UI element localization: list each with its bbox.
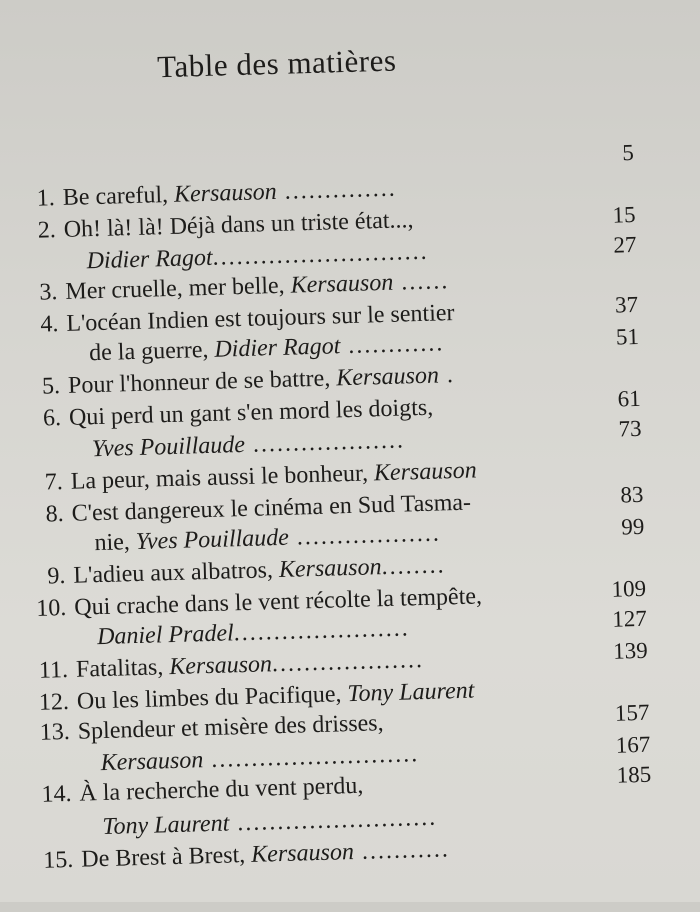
- leader-dots: ......: [392, 268, 450, 296]
- chapter-title: Ou les limbes du Pacifique,: [76, 681, 348, 715]
- chapter-author: Daniel Pradel: [96, 620, 235, 651]
- chapter-title: Oh! là! là! Déjà dans un triste état...,: [63, 207, 414, 243]
- leader-dots: ..............: [276, 175, 398, 205]
- chapter-author: Tony Laurent: [347, 677, 475, 708]
- leader-dots: .........................: [228, 804, 438, 837]
- leader-dots: ........: [381, 552, 446, 581]
- chapter-author: Kersauson: [168, 651, 273, 681]
- page-number: 51: [615, 323, 640, 350]
- chapter-number: 6.: [42, 405, 62, 432]
- chapter-author: Kersauson: [290, 269, 394, 299]
- chapter-title: Be careful,: [62, 181, 175, 211]
- chapter-author: Tony Laurent: [102, 810, 230, 841]
- page-number: 27: [613, 231, 637, 258]
- chapter-number: 1.: [36, 185, 56, 212]
- chapter-author: Kersauson: [100, 747, 204, 777]
- chapter-number: 4.: [40, 311, 59, 338]
- leader-dots: ......................: [233, 615, 411, 647]
- chapter-author: Kersauson: [173, 178, 278, 208]
- leader-dots: .: [438, 362, 456, 389]
- page-number: 127: [611, 605, 648, 632]
- chapter-author: Kersauson: [250, 839, 355, 868]
- page-number: 37: [614, 291, 639, 318]
- page-title: Table des matières: [156, 42, 397, 85]
- chapter-title: De Brest à Brest,: [80, 841, 252, 873]
- page-number: 139: [612, 637, 649, 664]
- leader-dots: ...................: [271, 647, 425, 678]
- chapter-number: 11.: [38, 656, 69, 684]
- chapter-number: 2.: [37, 217, 57, 244]
- chapter-author: Kersauson: [278, 554, 382, 584]
- chapter-title: nie,: [94, 529, 137, 557]
- chapter-number: 15.: [42, 846, 74, 874]
- toc-entry: [79, 770, 364, 810]
- chapter-title: La peur, mais aussi le bonheur,: [70, 460, 375, 495]
- chapter-number: 13.: [39, 718, 71, 746]
- chapter-title: de la guerre,: [88, 336, 215, 367]
- chapter-number: 8.: [45, 501, 65, 528]
- chapter-author: Yves Pouillaude: [91, 431, 246, 463]
- page-number: 185: [616, 761, 652, 788]
- page-number: 73: [618, 415, 642, 442]
- chapter-number: 14.: [41, 780, 72, 808]
- page-number: 5: [621, 139, 635, 166]
- chapter-title: Fatalitas,: [75, 654, 170, 683]
- chapter-number: 12.: [38, 688, 70, 716]
- leader-dots: ..........................: [202, 741, 420, 774]
- chapter-number: 7.: [44, 469, 64, 496]
- chapter-title: Pour l'honneur de se battre,: [67, 365, 337, 399]
- chapter-title: Qui perd un gant s'en mord les doigts,: [68, 394, 434, 431]
- page-number: 15: [612, 201, 636, 228]
- chapter-title: Splendeur et misère des drisses,: [77, 710, 384, 745]
- chapter-author: Kersauson: [373, 457, 477, 487]
- page-number: 157: [614, 699, 650, 726]
- page-number: 167: [615, 731, 651, 758]
- page-number: 99: [620, 513, 645, 540]
- leader-dots: ..................: [288, 520, 442, 551]
- leader-dots: ...........................: [212, 238, 429, 271]
- page-number: 83: [620, 481, 644, 508]
- leader-dots: ............: [340, 330, 445, 360]
- chapter-title: Mer cruelle, mer belle,: [65, 272, 291, 305]
- chapter-number: 9.: [47, 563, 66, 590]
- chapter-number: 10.: [35, 594, 67, 622]
- chapter-title: L'adieu aux albatros,: [73, 557, 280, 589]
- chapter-title: À la recherche du vent perdu,: [79, 772, 364, 807]
- leader-dots: ...................: [244, 427, 406, 458]
- chapter-title: Qui crache dans le vent récolte la tempête,: [73, 583, 483, 621]
- chapter-author: Didier Ragot: [86, 244, 213, 275]
- chapter-number: 5.: [41, 373, 61, 400]
- chapter-author: Didier Ragot: [214, 333, 341, 363]
- page-number: 61: [617, 385, 642, 412]
- chapter-author: Yves Pouillaude: [135, 524, 290, 556]
- leader-dots: ...........: [353, 836, 451, 866]
- chapter-title: L'océan Indien est toujours sur le sentier: [66, 300, 455, 337]
- chapter-author: Kersauson: [335, 362, 440, 392]
- chapter-number: 3.: [39, 279, 58, 306]
- chapter-title: C'est dangereux le cinéma en Sud Tasma-: [71, 489, 472, 527]
- page-number: 109: [611, 575, 647, 602]
